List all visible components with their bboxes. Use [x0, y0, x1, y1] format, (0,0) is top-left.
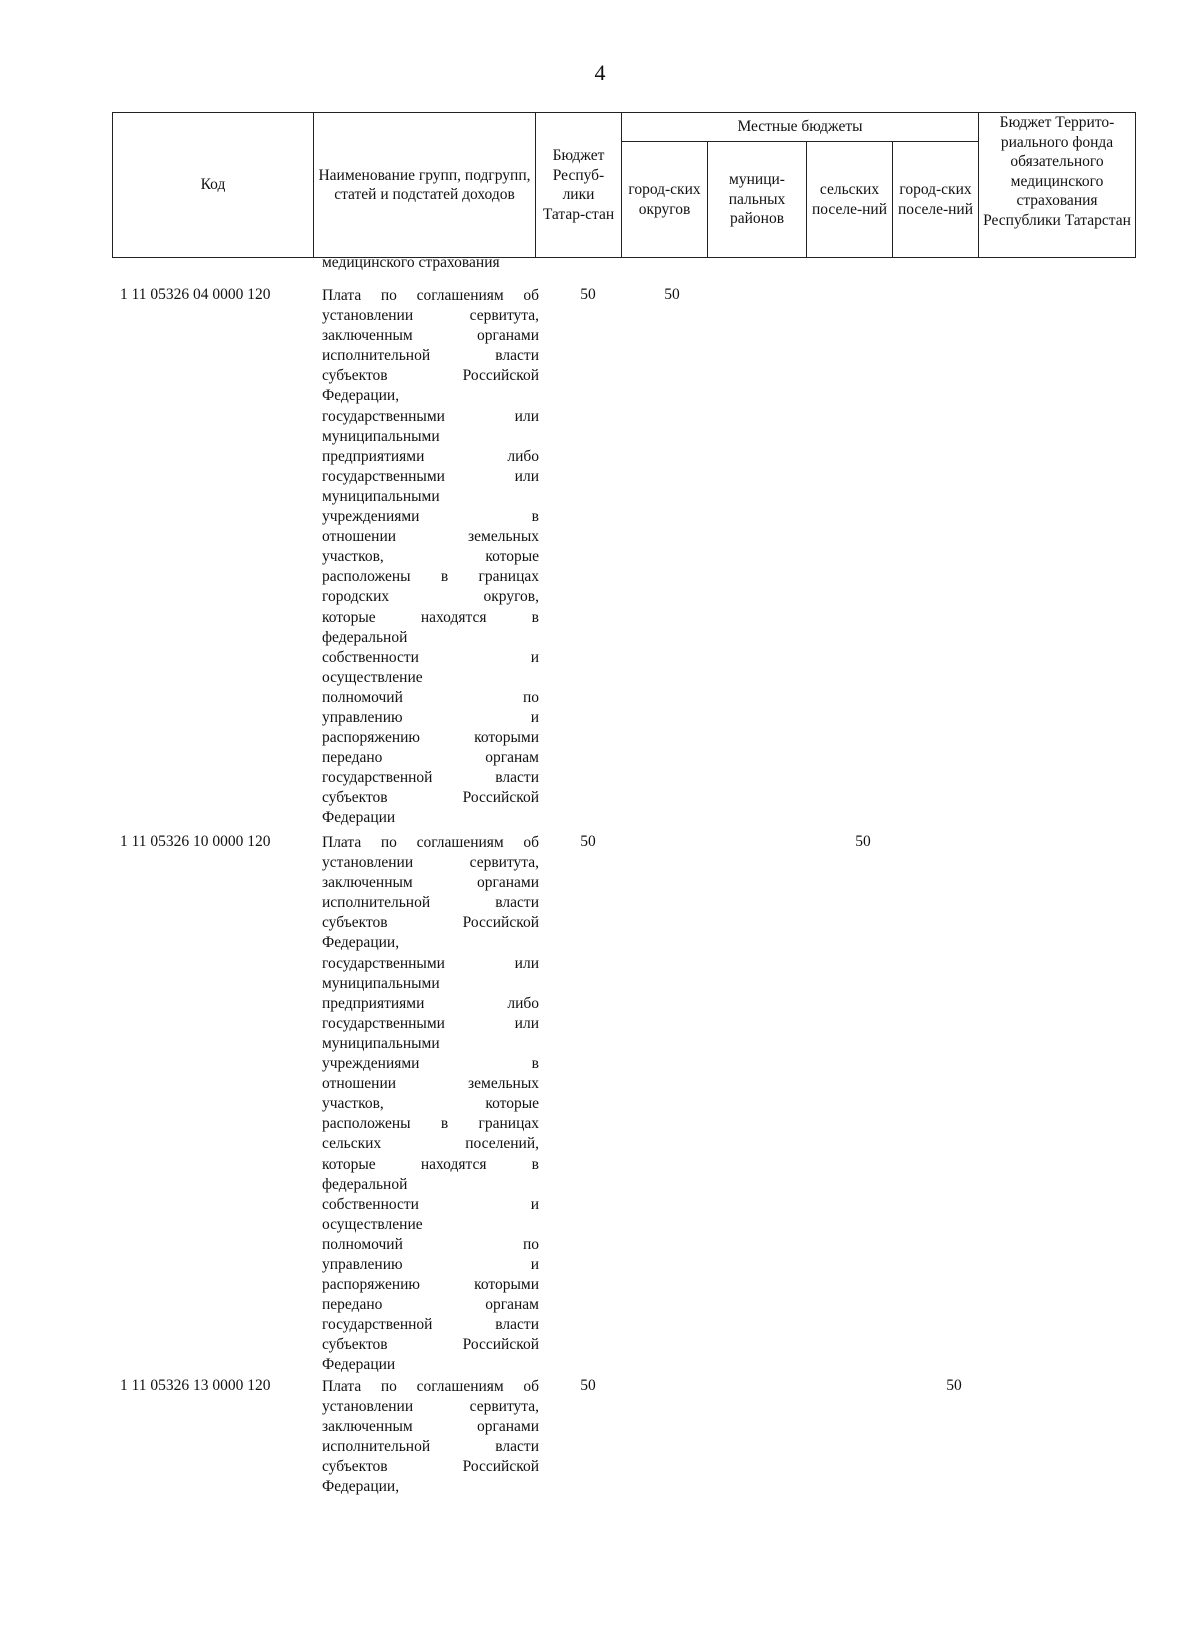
value-city-districts: 50 [664, 286, 680, 303]
row-name-line: муниципальными [322, 487, 440, 505]
row-name-line: осуществление [322, 1215, 423, 1233]
row-name-line: государственной власти [322, 1316, 539, 1334]
header-municipal-districts: муници-пальных районов [708, 142, 807, 258]
row-name-line: государственной власти [322, 769, 539, 787]
row-name-line: заключенным органами [322, 327, 539, 345]
row-name-line: установлении сервитута, [322, 307, 539, 325]
row-name-line: учреждениями в [322, 508, 539, 526]
value-rt-budget: 50 [580, 286, 596, 303]
row-name-line: собственности и [322, 648, 539, 666]
continuation-text: медицинского страхования [322, 254, 500, 271]
row-name-line: участков, которые [322, 1095, 539, 1113]
row-name-line: Плата по соглашениям об [322, 287, 539, 304]
row-name-line: государственными или [322, 954, 539, 972]
row-name-line: управлению и [322, 1255, 539, 1273]
row-name-line: предприятиями либо [322, 994, 539, 1012]
row-name-line: установлении сервитута, [322, 854, 539, 872]
row-name-line: сельских поселений, [322, 1135, 539, 1153]
row-name-line: предприятиями либо [322, 447, 539, 465]
row-code: 1 11 05326 04 0000 120 [120, 286, 271, 303]
header-tfoms-budget: Бюджет Террито-риального фонда обязательного медицинского страхования Республики Татарстан [979, 113, 1136, 258]
header-city-districts: город-ских округов [622, 142, 708, 258]
value-rt-budget: 50 [580, 1377, 596, 1394]
header-code: Код [113, 113, 314, 258]
row-name-line: расположены в границах [322, 568, 539, 586]
row-name-line: федеральной [322, 628, 408, 646]
row-name-line: управлению и [322, 708, 539, 726]
header-local-budgets: Местные бюджеты [622, 113, 979, 142]
row-name-line: муниципальными [322, 1034, 440, 1052]
row-name-line: государственными или [322, 1014, 539, 1032]
row-name-line: заключенным органами [322, 1418, 539, 1436]
row-name-line: участков, которые [322, 548, 539, 566]
page-number: 4 [594, 60, 606, 85]
row-name-line: Федерации, [322, 387, 400, 405]
row-name-line: субъектов Российской [322, 367, 539, 385]
row-name-line: муниципальными [322, 974, 440, 992]
row-name-line: распоряжению которыми [322, 729, 539, 747]
row-name-line: исполнительной власти [322, 347, 539, 365]
row-name-line: заключенным органами [322, 874, 539, 892]
row-name-line: передано органам [322, 749, 539, 767]
value-urban-settlements: 50 [946, 1377, 962, 1394]
row-name-line: которые находятся в [322, 1155, 539, 1173]
row-code: 1 11 05326 10 0000 120 [120, 833, 271, 850]
row-name-line: распоряжению которыми [322, 1276, 539, 1294]
row-name-line: Федерации [322, 809, 396, 827]
table-header [112, 112, 1136, 258]
row-name-line: установлении сервитута, [322, 1398, 539, 1416]
row-name-line: государственными или [322, 467, 539, 485]
row-name-line: субъектов Российской [322, 1336, 539, 1354]
row-name-line: Плата по соглашениям об [322, 834, 539, 851]
row-name-line: которые находятся в [322, 608, 539, 626]
header-urban-settlements: город-ских поселе-ний [893, 142, 979, 258]
row-name-line: передано органам [322, 1296, 539, 1314]
row-name-line: учреждениями в [322, 1055, 539, 1073]
header-name: Наименование групп, подгрупп, статей и подстатей доходов [314, 113, 536, 258]
row-name-line: субъектов Российской [322, 914, 539, 932]
row-name-line: расположены в границах [322, 1115, 539, 1133]
value-rt-budget: 50 [580, 833, 596, 850]
row-name-line: субъектов Российской [322, 1458, 539, 1476]
row-name-line: федеральной [322, 1175, 408, 1193]
row-name-line: собственности и [322, 1195, 539, 1213]
header-rt-budget: Бюджет Респуб-лики Татар-стан [536, 113, 622, 258]
value-rural-settlements: 50 [855, 833, 871, 850]
header-rural-settlements: сельских поселе-ний [807, 142, 893, 258]
row-name-line: осуществление [322, 668, 423, 686]
row-name-line: муниципальными [322, 427, 440, 445]
row-name-line: полномочий по [322, 688, 539, 706]
row-code: 1 11 05326 13 0000 120 [120, 1377, 271, 1394]
row-name-line: исполнительной власти [322, 894, 539, 912]
row-name-line: государственными или [322, 407, 539, 425]
row-name-line: Федерации [322, 1356, 396, 1374]
row-name-line: отношении земельных [322, 528, 539, 546]
row-name [322, 1377, 539, 1498]
row-name-line: Плата по соглашениям об [322, 1378, 539, 1395]
row-name [322, 833, 539, 1376]
row-name-line: полномочий по [322, 1235, 539, 1253]
row-name-line: городских округов, [322, 588, 539, 606]
row-name [322, 286, 539, 829]
row-name-line: отношении земельных [322, 1075, 539, 1093]
row-name-line: субъектов Российской [322, 789, 539, 807]
row-name-line: исполнительной власти [322, 1438, 539, 1456]
row-name-line: Федерации, [322, 934, 400, 952]
row-name-line: Федерации, [322, 1478, 400, 1496]
